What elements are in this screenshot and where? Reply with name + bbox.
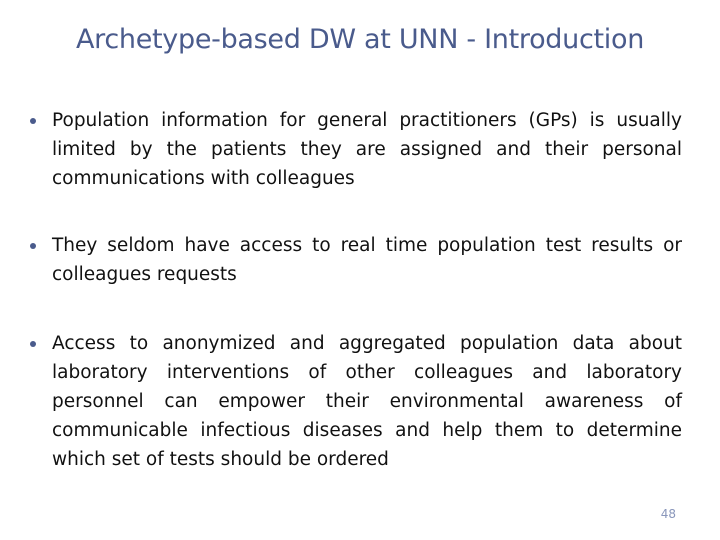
bullet-text: They seldom have access to real time population test results or colleagues requests xyxy=(52,235,682,285)
bullet-item xyxy=(30,106,682,193)
bullet-item xyxy=(30,231,682,289)
bullet-marker-icon xyxy=(30,341,36,347)
bullet-marker-icon xyxy=(30,118,36,124)
bullet-marker-icon xyxy=(30,243,36,249)
bullet-list xyxy=(30,106,682,474)
page-number: 48 xyxy=(660,507,676,521)
bullet-text: Access to anonymized and aggregated population data about laboratory interventions of other colleagues and laboratory personnel can empower their environmental awareness of communicable infectious diseases and help them to determine which set of tests should be ordered xyxy=(52,333,682,470)
bullet-text: Population information for general practitioners (GPs) is usually limited by the patients they are assigned and their personal communications with colleagues xyxy=(52,110,682,189)
bullet-item xyxy=(30,329,682,474)
slide-title: Archetype-based DW at UNN - Introduction xyxy=(75,24,645,55)
